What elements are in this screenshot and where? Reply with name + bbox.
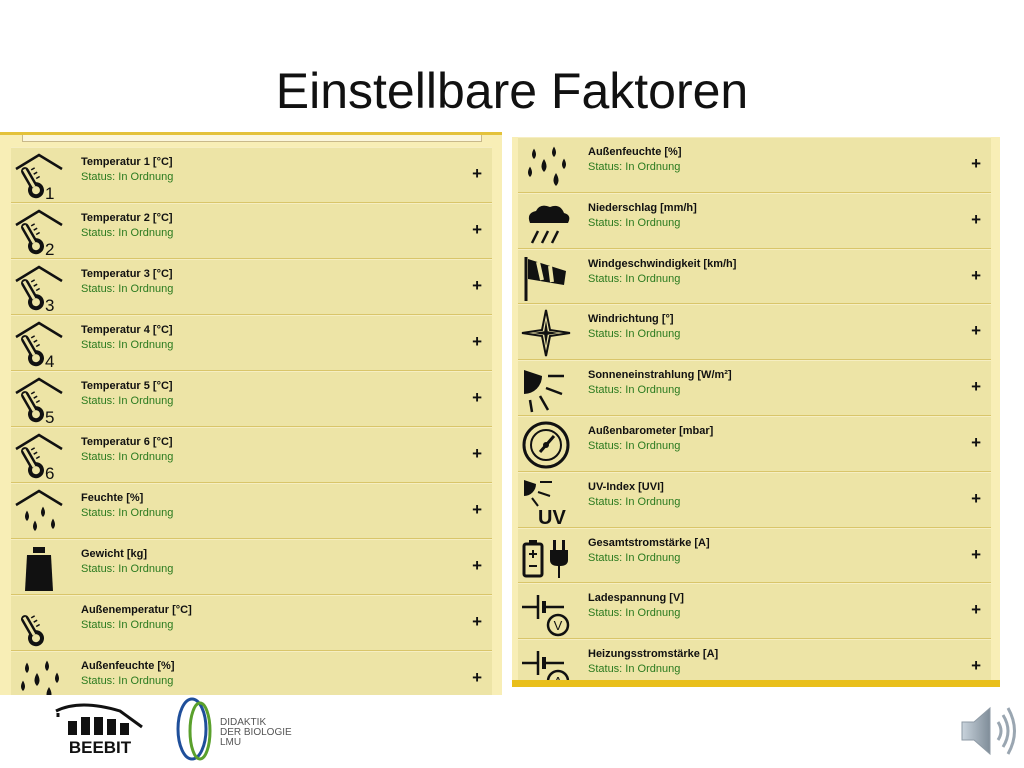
didaktik-line3: LMU: [220, 737, 242, 748]
expand-plus-icon[interactable]: +: [971, 488, 981, 508]
sensor-item[interactable]: [11, 259, 492, 315]
weight-icon: [13, 543, 65, 593]
sensor-item[interactable]: [518, 528, 991, 584]
windsock-icon: [520, 253, 572, 303]
sensor-status: Status: In Ordnung: [588, 161, 681, 173]
sensor-status: Status: In Ordnung: [588, 551, 681, 564]
sensor-item[interactable]: [518, 472, 991, 528]
sensor-item[interactable]: [11, 539, 492, 595]
sensor-item[interactable]: [11, 147, 492, 203]
rain-cloud-icon: [520, 197, 572, 247]
sensor-status: Status: In Ordnung: [81, 171, 174, 183]
sensor-item[interactable]: [518, 137, 991, 193]
sensor-status: Status: In Ordnung: [588, 384, 681, 397]
beebit-logo: [50, 697, 150, 759]
expand-plus-icon[interactable]: +: [472, 332, 482, 351]
thermometer-house-icon: [13, 319, 65, 369]
expand-plus-icon[interactable]: +: [472, 164, 482, 183]
sensor-name: Gesamtstromstärke [A]: [588, 536, 710, 549]
sensor-name: Außenfeuchte [%]: [588, 146, 682, 158]
left-sensor-panel: [0, 132, 502, 695]
filter-box[interactable]: [22, 135, 482, 142]
svg-text:V: V: [553, 618, 563, 634]
sensor-item[interactable]: [11, 595, 492, 651]
sensor-item[interactable]: [518, 304, 991, 360]
sensor-item[interactable]: [518, 360, 991, 416]
svg-text:UV: UV: [538, 506, 566, 526]
sun-rays-icon: [520, 364, 572, 414]
droplets-icon: [520, 141, 572, 191]
sensor-item[interactable]: [518, 416, 991, 472]
sensor-status: Status: In Ordnung: [81, 675, 174, 687]
panel-bottom-bar: [512, 680, 1000, 687]
expand-plus-icon[interactable]: +: [971, 377, 981, 397]
thermometer-house-icon: [13, 431, 65, 481]
sensor-status: Status: In Ordnung: [81, 563, 174, 575]
sensor-status: Status: In Ordnung: [81, 339, 174, 351]
thermometer-house-icon: [13, 151, 65, 201]
expand-plus-icon[interactable]: +: [971, 432, 981, 452]
sensor-name: Temperatur 2 [°C]: [81, 212, 173, 224]
thermometer-house-icon: [13, 207, 65, 257]
sensor-name: Ladespannung [V]: [588, 592, 684, 605]
sensor-name: Temperatur 6 [°C]: [81, 436, 173, 448]
sensor-name: Windgeschwindigkeit [km/h]: [588, 257, 737, 270]
sensor-status: Status: In Ordnung: [588, 328, 681, 341]
expand-plus-icon[interactable]: +: [971, 656, 981, 676]
uv-index-icon: [520, 476, 572, 526]
battery-plug-icon: [520, 532, 572, 582]
svg-text:2: 2: [45, 240, 55, 257]
sensor-name: Temperatur 5 [°C]: [81, 380, 173, 392]
thermometer-house-icon: [13, 375, 65, 425]
sensor-item[interactable]: [518, 193, 991, 249]
svg-text:1: 1: [45, 184, 55, 201]
sensor-status: Status: In Ordnung: [588, 607, 681, 620]
thermometer-house-icon: [13, 263, 65, 313]
sensor-item[interactable]: [11, 651, 492, 695]
expand-plus-icon[interactable]: +: [472, 276, 482, 295]
expand-plus-icon[interactable]: +: [472, 556, 482, 575]
sensor-status: Status: In Ordnung: [81, 227, 174, 239]
sensor-status: Status: In Ordnung: [81, 283, 174, 295]
sensor-status: Status: In Ordnung: [81, 507, 174, 519]
sensor-name: Feuchte [%]: [81, 492, 144, 504]
barometer-icon: [520, 420, 572, 470]
speaker-icon[interactable]: [958, 700, 1018, 762]
sensor-status: Status: In Ordnung: [81, 395, 174, 407]
expand-plus-icon[interactable]: +: [971, 265, 981, 285]
sensor-name: Niederschlag [mm/h]: [588, 201, 697, 214]
sensor-name: UV-Index [UVI]: [588, 480, 664, 493]
sensor-name: Temperatur 3 [°C]: [81, 268, 173, 280]
expand-plus-icon[interactable]: +: [971, 321, 981, 341]
sensor-item[interactable]: [11, 483, 492, 539]
svg-text:5: 5: [45, 408, 55, 425]
expand-plus-icon[interactable]: +: [971, 154, 981, 173]
sensor-item[interactable]: [518, 583, 991, 639]
sensor-name: Heizungsstromstärke [A]: [588, 648, 719, 661]
expand-plus-icon[interactable]: +: [472, 500, 482, 519]
sensor-status: Status: In Ordnung: [588, 439, 681, 452]
right-sensor-list: [518, 137, 991, 687]
expand-plus-icon[interactable]: +: [971, 209, 981, 229]
svg-text:3: 3: [45, 296, 55, 313]
expand-plus-icon[interactable]: +: [971, 600, 981, 620]
compass-rose-icon: [520, 308, 572, 358]
sensor-name: Sonneneinstrahlung [W/m²]: [588, 369, 732, 382]
sensor-name: Temperatur 4 [°C]: [81, 324, 173, 336]
sensor-name: Windrichtung [°]: [588, 313, 674, 326]
didaktik-line2: DER BIOLOGIE: [220, 727, 292, 738]
sensor-status: Status: In Ordnung: [81, 451, 174, 463]
sensor-name: Außenbarometer [mbar]: [588, 424, 714, 437]
right-sensor-panel: [512, 137, 1000, 687]
expand-plus-icon[interactable]: +: [472, 612, 482, 631]
humidity-house-icon: [13, 487, 65, 537]
sensor-status: Status: In Ordnung: [81, 619, 174, 631]
sensor-item[interactable]: [11, 203, 492, 259]
left-sensor-list: [11, 147, 492, 695]
svg-text:6: 6: [45, 464, 55, 481]
sensor-item[interactable]: [11, 371, 492, 427]
slide-title: Einstellbare Faktoren: [275, 63, 749, 119]
droplets-icon: [13, 655, 65, 695]
sensor-name: Außenfeuchte [%]: [81, 660, 175, 672]
sensor-name: Temperatur 1 [°C]: [81, 156, 173, 168]
sensor-item[interactable]: [11, 427, 492, 483]
sensor-name: Außenemperatur [°C]: [81, 604, 192, 616]
voltage-icon: [520, 587, 572, 637]
sensor-item[interactable]: [11, 315, 492, 371]
didaktik-line1: DIDAKTIK: [220, 717, 267, 728]
expand-plus-icon[interactable]: +: [472, 388, 482, 407]
thermometer-icon: [13, 599, 65, 649]
expand-plus-icon[interactable]: +: [971, 544, 981, 564]
svg-text:4: 4: [45, 352, 55, 369]
sensor-name: Gewicht [kg]: [81, 548, 148, 560]
sensor-status: Status: In Ordnung: [588, 663, 681, 676]
sensor-status: Status: In Ordnung: [588, 495, 681, 508]
expand-plus-icon[interactable]: +: [472, 668, 482, 687]
sensor-status: Status: In Ordnung: [588, 216, 681, 229]
expand-plus-icon[interactable]: +: [472, 220, 482, 239]
sensor-item[interactable]: [518, 249, 991, 305]
sensor-status: Status: In Ordnung: [588, 272, 681, 285]
didaktik-logo: [172, 694, 302, 764]
expand-plus-icon[interactable]: +: [472, 444, 482, 463]
beebit-logo-text: BEEBIT: [68, 738, 132, 757]
